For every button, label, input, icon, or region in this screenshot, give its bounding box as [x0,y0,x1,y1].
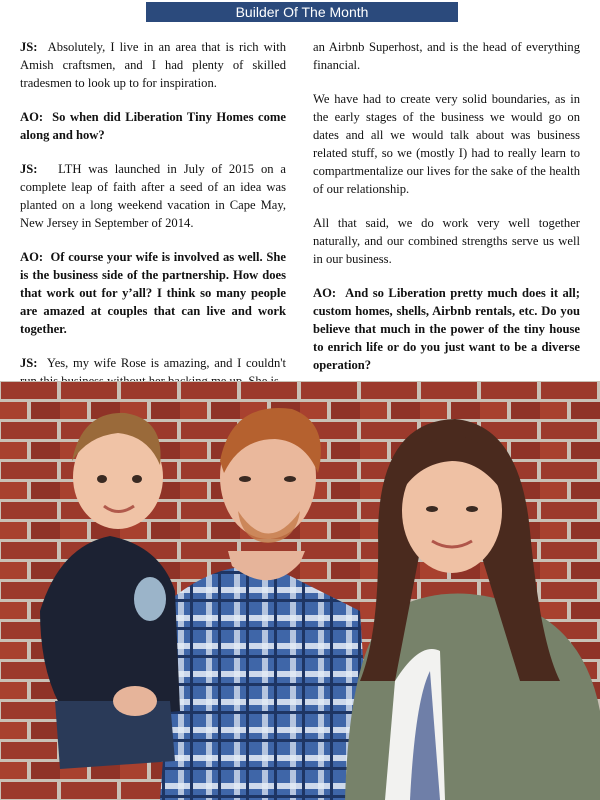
right-text-column [313,38,580,390]
paragraph: JS: Absolutely, I live in an area that is rich with Amish craftsmen, and I had plenty of skilled tradesmen to look up to for inspiration. [20,40,286,90]
banner-title: Builder Of The Month [235,4,369,20]
paragraph: We have had to create very solid boundaries, as in the early stages of the business we would go on dates and all we would talk about was business related stuff, so we (mostly I) had to really learn to compartmentalize our lives for the sake of the health of our relationship. [313,92,580,196]
left-text-column [20,38,286,406]
question-paragraph: AO: So when did Liberation Tiny Homes come along and how? [20,110,286,142]
question-paragraph: AO: Of course your wife is involved as well. She is the business side of the partnership. How does that work out for y’all? I think so many people are amazed at couples that can live and work together. [20,250,287,336]
paragraph: All that said, we do work very well together naturally, and our combined strengths serve us well in our business. [313,216,580,266]
question-paragraph: AO: And so Liberation pretty much does it all; custom homes, shells, Airbnb rentals, etc. Do you believe that much in the power of the tiny house to enrich life or do you just want to be a diverse operation? [313,286,581,372]
paragraph: an Airbnb Superhost, and is the head of everything financial. [313,40,580,72]
family-photo [0,381,600,800]
section-banner [146,2,458,22]
paragraph: JS: LTH was launched in July of 2015 on a complete leap of faith after a seed of an idea was planted on a long weekend vacation in Cape May, New Jersey in September of 2014. [20,162,286,230]
paragraph: JS: Yes, my wife Rose is amazing, and I couldn't [20,356,287,370]
